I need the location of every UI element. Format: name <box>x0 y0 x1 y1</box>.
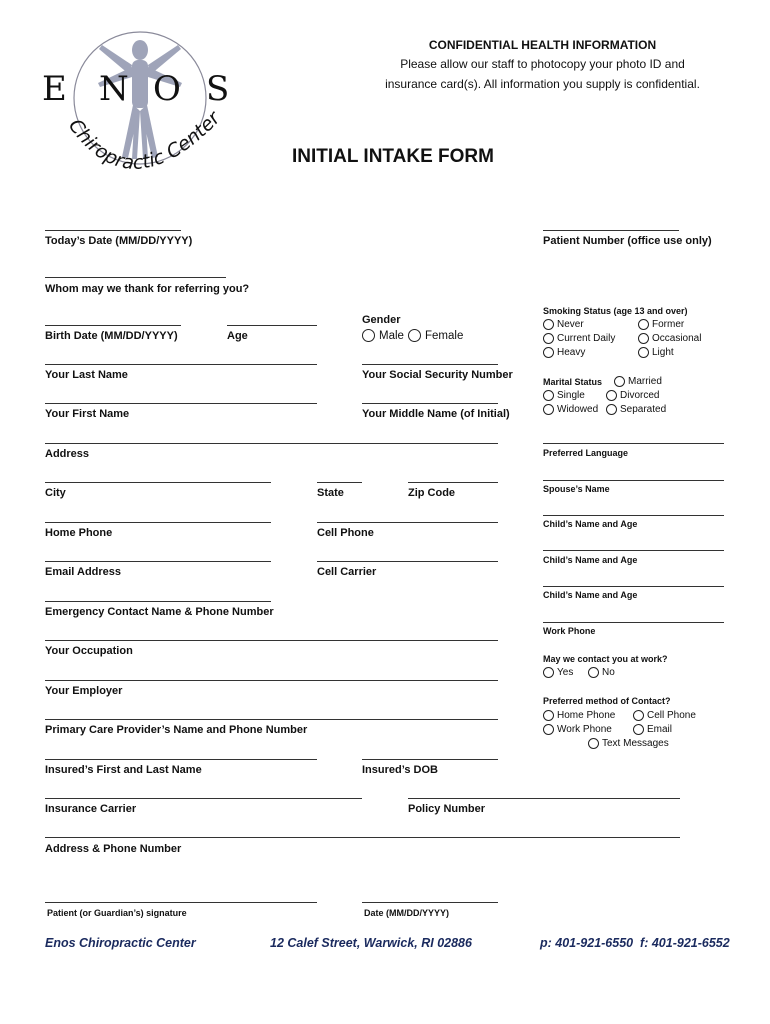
radio-circle-icon <box>543 710 554 721</box>
address-phone-label: Address & Phone Number <box>45 843 182 855</box>
gender-male-label: Male <box>379 329 404 342</box>
age-label: Age <box>227 330 248 342</box>
work-phone-field[interactable] <box>543 622 724 623</box>
smoking-never-radio[interactable] <box>543 319 584 330</box>
method-home-phone-label: Home Phone <box>557 710 616 721</box>
zip-field[interactable] <box>408 482 498 483</box>
header-insurance: insurance card(s). All information you supply is confidential. <box>385 77 700 91</box>
contact-work-yes-label: Yes <box>557 667 574 678</box>
smoking-former-radio[interactable] <box>638 319 684 330</box>
state-label: State <box>317 487 344 499</box>
insured-name-field[interactable] <box>45 759 317 760</box>
today-date-field[interactable] <box>45 230 181 231</box>
marital-divorced-radio[interactable] <box>606 390 659 401</box>
gender-label: Gender <box>362 314 401 326</box>
policy-number-field[interactable] <box>408 798 680 799</box>
radio-circle-icon <box>606 404 617 415</box>
referral-label: Whom may we thank for referring you? <box>45 283 250 295</box>
work-phone-label: Work Phone <box>543 626 596 636</box>
signature-field[interactable] <box>45 902 317 903</box>
ssn-label: Your Social Security Number <box>362 369 513 381</box>
radio-circle-icon <box>543 333 554 344</box>
marital-divorced-label: Divorced <box>620 390 660 401</box>
smoking-light-radio[interactable] <box>638 347 674 358</box>
city-label: City <box>45 487 66 499</box>
middle-name-label: Your Middle Name (of Initial) <box>362 408 510 420</box>
marital-separated-radio[interactable] <box>606 404 666 415</box>
marital-widowed-radio[interactable] <box>543 404 598 415</box>
occupation-label: Your Occupation <box>45 645 133 657</box>
logo-letter-n: N <box>99 69 129 109</box>
last-name-field[interactable] <box>45 364 317 365</box>
logo-letter-o: O <box>153 69 181 109</box>
logo-letter-e: E <box>42 69 67 109</box>
zip-label: Zip Code <box>408 487 456 499</box>
marital-single-radio[interactable] <box>543 390 585 401</box>
last-name-label: Your Last Name <box>45 369 128 381</box>
radio-circle-icon <box>408 329 421 342</box>
method-home-phone-radio[interactable] <box>543 710 615 721</box>
policy-number-label: Policy Number <box>408 803 486 815</box>
marital-married-label: Married <box>628 376 662 387</box>
today-date-label: Today’s Date (MM/DD/YYYY) <box>45 235 193 247</box>
email-field[interactable] <box>45 561 271 562</box>
radio-circle-icon <box>543 724 554 735</box>
patient-number-label: Patient Number (office use only) <box>543 235 712 247</box>
radio-circle-icon <box>638 319 649 330</box>
footer-phones: p: 401-921-6550 f: 401-921-6552 <box>540 936 730 950</box>
footer-practice-name: Enos Chiropractic Center <box>45 936 196 950</box>
smoking-current-radio[interactable] <box>543 333 615 344</box>
pcp-label: Primary Care Provider’s Name and Phone Number <box>45 724 308 736</box>
birth-date-field[interactable] <box>45 325 181 326</box>
method-work-phone-label: Work Phone <box>557 724 612 735</box>
footer-address: 12 Calef Street, Warwick, RI 02886 <box>270 936 472 950</box>
method-work-phone-radio[interactable] <box>543 724 612 735</box>
employer-label: Your Employer <box>45 685 123 697</box>
patient-number-field[interactable] <box>543 230 679 231</box>
emergency-label: Emergency Contact Name & Phone Number <box>45 606 274 618</box>
smoking-occasional-radio[interactable] <box>638 333 701 344</box>
radio-circle-icon <box>543 347 554 358</box>
method-text-label: Text Messages <box>602 738 669 749</box>
referral-field[interactable] <box>45 277 226 278</box>
radio-circle-icon <box>543 390 554 401</box>
signature-date-field[interactable] <box>362 902 498 903</box>
radio-circle-icon <box>638 333 649 344</box>
cell-phone-field[interactable] <box>317 522 498 523</box>
insurance-carrier-label: Insurance Carrier <box>45 803 137 815</box>
smoking-status-label: Smoking Status (age 13 and over) <box>543 306 688 316</box>
address-label: Address <box>45 448 90 460</box>
birth-date-label: Birth Date (MM/DD/YYYY) <box>45 330 178 342</box>
ssn-field[interactable] <box>362 364 498 365</box>
smoking-heavy-radio[interactable] <box>543 347 585 358</box>
radio-circle-icon <box>638 347 649 358</box>
radio-circle-icon <box>606 390 617 401</box>
smoking-heavy-label: Heavy <box>557 347 586 358</box>
logo <box>40 25 240 195</box>
smoking-light-label: Light <box>652 347 674 358</box>
state-field[interactable] <box>317 482 362 483</box>
home-phone-field[interactable] <box>45 522 271 523</box>
insured-name-label: Insured’s First and Last Name <box>45 764 202 776</box>
method-email-radio[interactable] <box>633 724 672 735</box>
cell-carrier-label: Cell Carrier <box>317 566 377 578</box>
city-field[interactable] <box>45 482 271 483</box>
emergency-field[interactable] <box>45 601 271 602</box>
cell-phone-label: Cell Phone <box>317 527 374 539</box>
child-2-field[interactable] <box>543 550 724 551</box>
method-text-radio[interactable] <box>588 738 669 749</box>
radio-circle-icon <box>588 667 599 678</box>
occupation-field[interactable] <box>45 640 498 641</box>
insured-dob-field[interactable] <box>362 759 498 760</box>
pcp-field[interactable] <box>45 719 498 720</box>
signature-label: Patient (or Guardian’s) signature <box>47 908 187 918</box>
address-phone-field[interactable] <box>45 837 680 838</box>
logo-letter-s: S <box>206 69 230 109</box>
radio-circle-icon <box>614 376 625 387</box>
radio-circle-icon <box>543 667 554 678</box>
radio-circle-icon <box>633 724 644 735</box>
marital-separated-label: Separated <box>620 404 667 415</box>
smoking-occasional-label: Occasional <box>652 333 702 344</box>
employer-field[interactable] <box>45 680 498 681</box>
signature-date-label: Date (MM/DD/YYYY) <box>364 908 450 918</box>
child-1-label: Child’s Name and Age <box>543 519 638 529</box>
first-name-field[interactable] <box>45 403 317 404</box>
marital-widowed-label: Widowed <box>557 404 599 415</box>
age-field[interactable] <box>227 325 317 326</box>
first-name-label: Your First Name <box>45 408 130 420</box>
preferred-language-label: Preferred Language <box>543 448 629 458</box>
insured-dob-label: Insured’s DOB <box>362 764 438 776</box>
method-cell-phone-label: Cell Phone <box>647 710 696 721</box>
child-1-field[interactable] <box>543 515 724 516</box>
spouse-name-field[interactable] <box>543 480 724 481</box>
home-phone-label: Home Phone <box>45 527 113 539</box>
radio-circle-icon <box>543 404 554 415</box>
method-email-label: Email <box>647 724 673 735</box>
contact-work-label: May we contact you at work? <box>543 654 668 664</box>
radio-circle-icon <box>633 710 644 721</box>
gender-female-radio[interactable] <box>408 329 463 342</box>
contact-work-no-label: No <box>602 667 615 678</box>
insurance-carrier-field[interactable] <box>45 798 362 799</box>
smoking-current-label: Current Daily <box>557 333 616 344</box>
radio-circle-icon <box>588 738 599 749</box>
marital-single-label: Single <box>557 390 585 401</box>
contact-work-no-radio[interactable] <box>588 667 615 678</box>
header-confidential: CONFIDENTIAL HEALTH INFORMATION <box>428 38 657 52</box>
gender-male-radio[interactable] <box>362 329 404 342</box>
contact-work-yes-radio[interactable] <box>543 667 573 678</box>
header-photocopy: Please allow our staff to photocopy your photo ID and <box>400 57 685 71</box>
smoking-former-label: Former <box>652 319 685 330</box>
address-field[interactable] <box>45 443 498 444</box>
preferred-method-label: Preferred method of Contact? <box>543 696 671 706</box>
preferred-language-field[interactable] <box>543 443 724 444</box>
radio-circle-icon <box>543 319 554 330</box>
form-title: INITIAL INTAKE FORM <box>292 146 494 167</box>
child-3-field[interactable] <box>543 586 724 587</box>
cell-carrier-field[interactable] <box>317 561 498 562</box>
spouse-name-label: Spouse’s Name <box>543 484 610 494</box>
email-label: Email Address <box>45 566 122 578</box>
child-2-label: Child’s Name and Age <box>543 555 638 565</box>
smoking-never-label: Never <box>557 319 584 330</box>
middle-name-field[interactable] <box>362 403 498 404</box>
svg-text:Chiropractic Center: Chiropractic Center <box>63 107 225 175</box>
child-3-label: Child’s Name and Age <box>543 590 638 600</box>
logo-arc-text <box>40 25 240 195</box>
marital-married-radio[interactable] <box>614 376 662 387</box>
radio-circle-icon <box>362 329 375 342</box>
gender-female-label: Female <box>425 329 464 342</box>
method-cell-phone-radio[interactable] <box>633 710 696 721</box>
marital-status-label: Marital Status <box>543 377 603 387</box>
